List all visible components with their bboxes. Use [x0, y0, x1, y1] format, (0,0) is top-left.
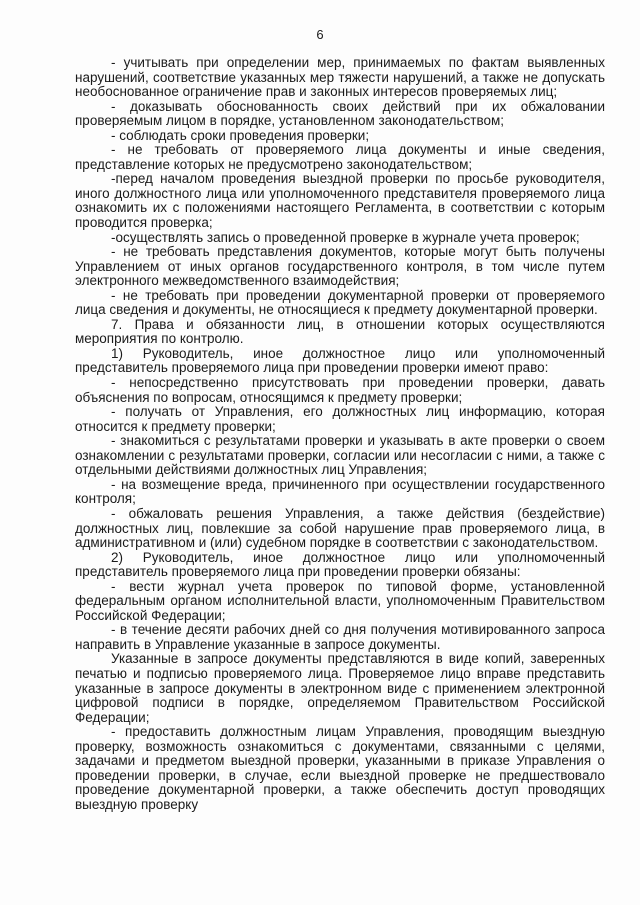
paragraph: - соблюдать сроки проведения проверки;	[111, 127, 370, 143]
page-number: 6	[316, 27, 324, 42]
paragraph: - на возмещение вреда, причиненного при осуществлении государственного контроля;	[75, 476, 605, 507]
paragraph: - получать от Управления, его должностных лиц информацию, которая относится к предмету проверки;	[75, 404, 605, 434]
paragraph: -осуществлять запись о проведенной проверке в журнале учета проверок;	[111, 229, 580, 245]
paragraph: - учитывать при определении мер, принимаемых по фактам выявленных нарушений, соответствие указанных мер тяжести нарушений, а также не допускать необоснованное ограничение прав и законных интересов проверяемых лиц;	[75, 55, 605, 100]
paragraph: - непосредственно присутствовать при проведении проверки, давать объяснения по вопросам, относящимся к предмету проверки;	[75, 375, 605, 405]
paragraph: - не требовать от проверяемого лица документы и иные сведения, представление которых не предусмотрено законодательством;	[75, 142, 605, 172]
paragraph: Указанные в запросе документы представляются в виде копий, заверенных печатью и подписью проверяемого лица. Проверяемое лицо вправе представить указанные в запросе документы в электронном виде с применением электронной цифровой подписи в порядке, определяемом Правительством Российской Федерации;	[75, 651, 605, 725]
paragraph: - доказывать обоснованность своих действий при их обжаловании проверяемым лицом в порядке, установленном законодательством;	[75, 98, 605, 129]
paragraph: 2) Руководитель, иное должностное лицо или уполномоченный представитель проверяемого лица при проведении проверки обязаны:	[75, 549, 605, 580]
paragraph: - в течение десяти рабочих дней со дня получения мотивированного запроса направить в Управление указанные в запросе документы.	[75, 622, 605, 652]
paragraph: - не требовать при проведении документарной проверки от проверяемого лица сведения и документы, не относящиеся к предмету документарной проверки.	[75, 287, 605, 318]
paragraph: - не требовать представления документов, которые могут быть получены Управлением от иных органов государственного контроля, в том числе путем электронного межведомственного взаимодействия;	[75, 244, 605, 289]
paragraph: - обжаловать решения Управления, а также действия (бездействие) должностных лиц, повлекшие за собой нарушение прав проверяемого лица, в административном и (или) судебном порядке в соответствии с законодательством.	[75, 505, 605, 551]
section-heading: 7. Права и обязанности лиц, в отношении которых осуществляются мероприятия по контролю.	[75, 316, 605, 347]
paragraph: - вести журнал учета проверок по типовой форме, установленной федеральным органом исполнительной власти, уполномоченным Правительством Российской Федерации;	[75, 578, 605, 623]
paragraph: -перед началом проведения выездной проверки по просьбе руководителя, иного должностного лица или уполномоченного представителя проверяемого лица ознакомить их с положениями настоящего Регламента, в соответствии с которым проводится проверка;	[75, 171, 605, 231]
paragraph: - предоставить должностным лицам Управления, проводящим выездную проверку, возможность ознакомиться с документами, связанными с целями, задачами и предметом выездной проверки, указанными в приказе Управления о проведении проверки, в случае, если выездной проверке не предшествовало проведение документарной проверки, а также обеспечить доступ проводящих выездную проверку	[75, 724, 605, 812]
paragraph: - знакомиться с результатами проверки и указывать в акте проверки о своем ознакомлении с результатами проверки, согласии или несогласии с ними, а также с отдельными действиями должностных лиц Управления;	[75, 433, 605, 478]
paragraph: 1) Руководитель, иное должностное лицо или уполномоченный представитель проверяемого лица при проведении проверки имеют право:	[75, 345, 605, 376]
document-body	[75, 56, 605, 812]
